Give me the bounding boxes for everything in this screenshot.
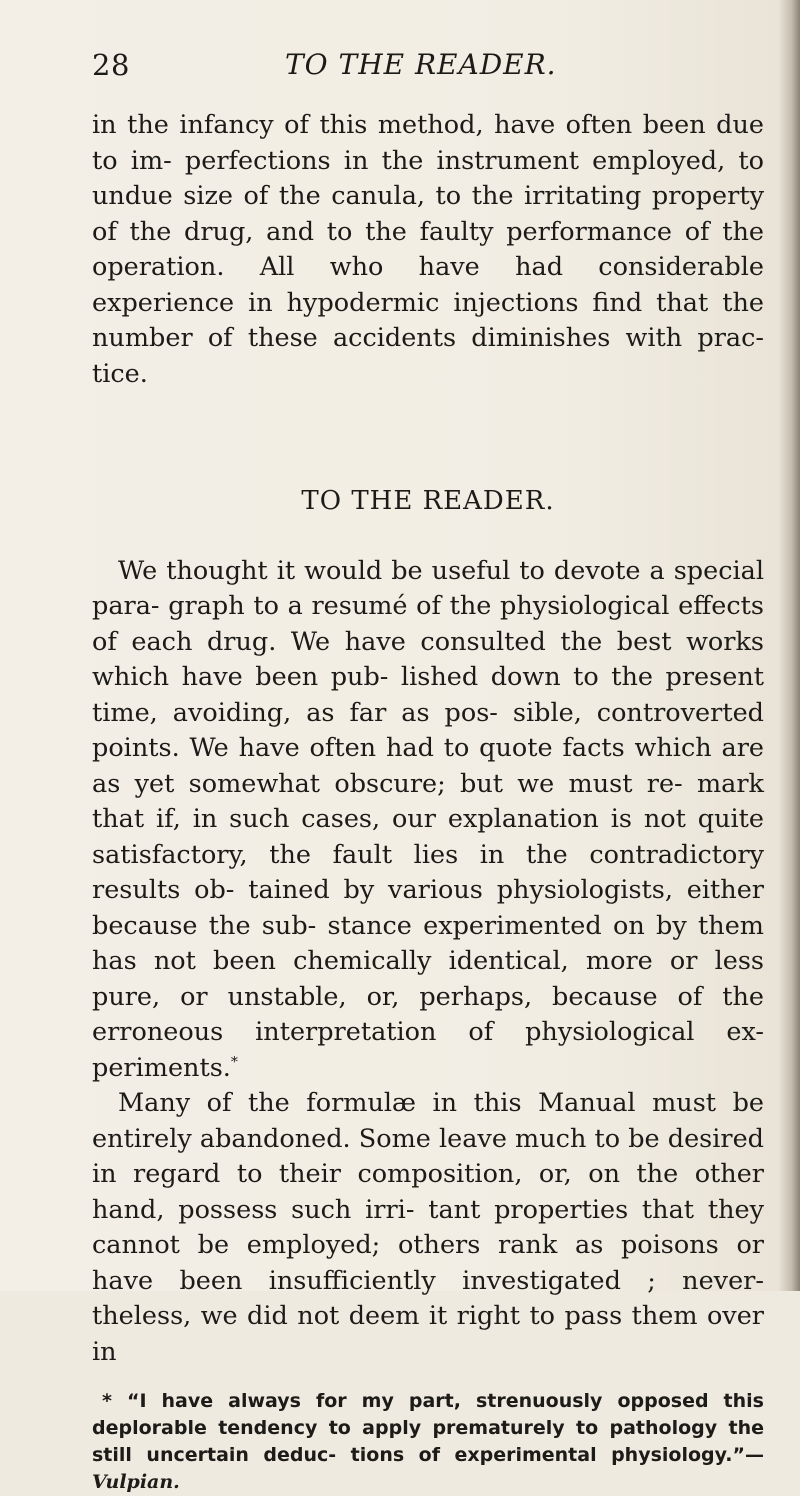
footnote — [92, 1388, 764, 1496]
page-header — [0, 48, 800, 88]
body-paragraph-2: Many of the formulæ in this Manual must be entirely abandoned. Some leave much to be desired in regard to their composition, or, on the other hand, possess such irri- tant properties that they cannot be employed; others rank as poisons or have been insufficiently investigated ; never- theless, we did not deem it right to pass them over in — [92, 1088, 764, 1367]
running-head: TO THE READER. — [285, 48, 557, 81]
page-number: 28 — [92, 48, 130, 82]
page-edge-shadow — [778, 0, 800, 1291]
footnote-reference: * — [230, 1054, 238, 1070]
body-paragraph-1-text: We thought it would be useful to devote a special para- graph to a resumé of the physiological effects of each drug. We have consulted the best works which have been pub- lished down to the present time, avoiding, as far as pos- sible, controverted points. We have often had to quote facts which are as yet somewhat obscure; but we must re- mark that if, in such cases, our explanation is not quite satisfactory, the fault lies in the contradictory results ob- tained by various physiologists, either because the sub- stance experimented on by them has not been chemically identical, more or less pure, or unstable, or, perhaps, because of the erroneous interpretation of physiological ex- periments. — [92, 555, 764, 1083]
footnote-text: “I have always for my part, strenuously opposed this deplorable tendency to apply prematurely to pathology the still uncertain deduc- tions of experimental physiology.”— — [92, 1390, 764, 1466]
footnote-author: Vulpian. — [92, 1471, 180, 1493]
intro-paragraph: in the infancy of this method, have often been due to im- perfections in the instrument employed, to undue size of the canula, to the irritating property of the drug, and to the faulty performance of the operation. All who have had considerable experience in hypodermic injections find that the number of these accidents diminishes with prac- tice. — [92, 110, 764, 389]
body-paragraph-1 — [92, 554, 764, 1087]
section-heading: TO THE READER. — [301, 486, 555, 516]
footnote-marker: * — [102, 1390, 112, 1412]
text-block — [92, 108, 764, 1496]
